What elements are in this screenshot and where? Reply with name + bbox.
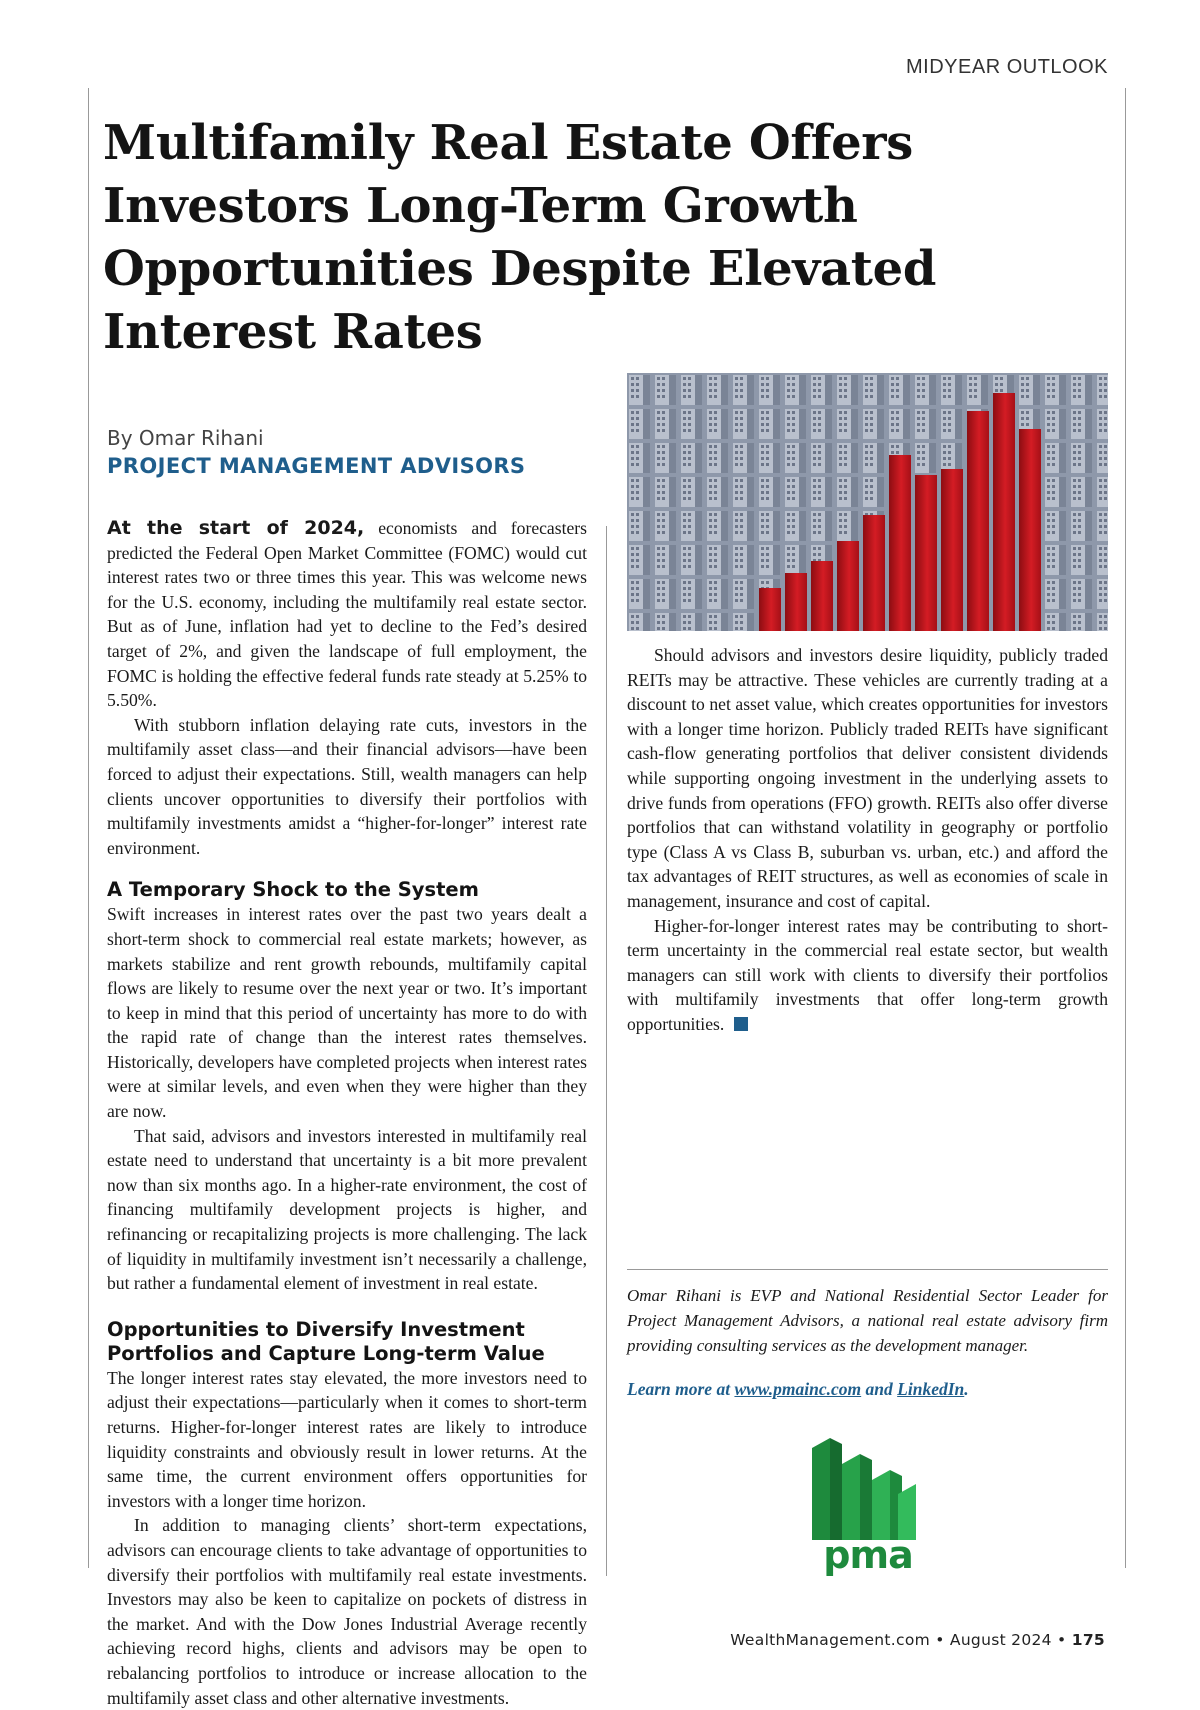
learn-more-middle: and <box>861 1379 898 1399</box>
lead-in: At the start of 2024, <box>107 517 365 539</box>
hero-illustration <box>627 373 1108 631</box>
byline-author: By Omar Rihani <box>107 426 264 450</box>
section2-paragraph-2: In addition to managing clients’ short-term expectations, advisors can encourage clients to take advantage of opportunities to diversify their portfolios with multifamily real estate investments. Investors may also be keen to capitalize on pockets of distress in the market. And with the Dow Jones Industrial Average recently achieving record highs, clients and advisors may be open to rebalancing portfolios to introduce or increase allocation to the multifamily asset class and other alternative investments. <box>107 1515 587 1708</box>
section1-paragraph-1: Swift increases in interest rates over the past two years dealt a short-term shock to commercial real estate markets; however, as markets stabilize and rent growth rebounds, multifamily capital flows are likely to resume over the next year or two. It’s important to keep in mind that this period of uncertainty has more to do with the rapid rate of change than the interest rates themselves. Historically, developers have completed projects when interest rates were at similar levels, and even when they were higher than they are now. <box>107 904 587 1122</box>
page-number: 175 <box>1071 1631 1105 1649</box>
article-headline: Multifamily Real Estate Offers Investors Long-Term Growth Opportunities Despite Elevated Interest Rates <box>103 115 937 360</box>
intro-paragraph-2: With stubborn inflation delaying rate cuts, investors in the multifamily asset class—and their financial advisors—have been forced to adjust their expectations. Still, wealth managers can help clients uncover opportunities to diversify their portfolios with multifamily investments amidst a “higher-for-longer” interest rate environment. <box>107 714 587 858</box>
section1-paragraph-2: That said, advisors and investors interested in multifamily real estate need to understand that uncertainty is a bit more prevalent now than six months ago. In a higher-rate environment, the cost of financing multifamily development projects is higher, and refinancing or recapitalizing projects is more challenging. The lack of liquidity in multifamily investment isn’t necessarily a challenge, but rather a fundamental element of investment in real estate. <box>107 1125 587 1294</box>
learn-more-suffix: . <box>964 1379 969 1399</box>
section-heading-temporary-shock: A Temporary Shock to the System <box>107 878 479 902</box>
article-column-left <box>107 516 587 1710</box>
hero-image-buildings-bar-chart <box>627 373 1108 631</box>
author-bio: Omar Rihani is EVP and National Residential Sector Leader for Project Management Advisors, a national real estate advisory firm providing consulting services as the development manager. <box>627 1286 1108 1355</box>
section-label: MIDYEAR OUTLOOK <box>906 56 1108 78</box>
page-footer <box>730 1631 1105 1649</box>
section2-paragraph-4 <box>627 914 1108 1037</box>
article-column-right <box>627 643 1108 1037</box>
bio-divider <box>627 1269 1108 1270</box>
left-border-rule <box>88 88 89 1568</box>
pmainc-link[interactable]: www.pmainc.com <box>734 1379 862 1399</box>
pma-logo-text: pma <box>823 1533 913 1577</box>
intro-paragraph-1-text: economists and forecasters predicted the Federal Open Market Committee (FOMC) would cut interest rates two or three times this year. This was welcome news for the U.S. economy, including the multifamily real estate sector. But as of June, inflation had yet to decline to the Fed’s desired target of 2%, and given the landscape of full employment, the FOMC is holding the effective federal funds rate steady at 5.25% to 5.50%. <box>107 518 587 711</box>
byline <box>107 424 525 480</box>
section-heading-opportunities: Opportunities to Diversify Investment Portfolios and Capture Long-term Value <box>107 1317 545 1365</box>
section2-paragraph-1: The longer interest rates stay elevated, the more investors need to adjust their expectations—particularly when it comes to short-term returns. Higher-for-longer interest rates are likely to introduce liquidity constraints and obviously result in lower returns. At the same time, the current environment offers opportunities for investors with a longer time horizon. <box>107 1367 587 1511</box>
linkedin-link[interactable]: LinkedIn <box>897 1379 965 1399</box>
learn-more <box>627 1379 1108 1400</box>
section2-paragraph-4-text: Higher-for-longer interest rates may be contributing to short-term uncertainty in the commercial real estate sector, but wealth managers can still work with clients to diversify their portfolios with multifamily investments that offer long-term growth opportunities. <box>627 915 1108 1034</box>
section2-paragraph-3: Should advisors and investors desire liquidity, publicly traded REITs may be attractive. These vehicles are currently trading at a discount to net asset value, which creates opportunities for investors with a longer time horizon. Publicly traded REITs have significant cash-flow generating portfolios that deliver consistent dividends while supporting ongoing investment in the underlying assets to drive funds from operations (FFO) growth. REITs also offer diverse portfolios that can withstand volatility in geography or portfolio type (Class A vs Class B, suburban vs. urban, etc.) and afford the tax advantages of REIT structures, as well as economies of scale in management, insurance and cost of capital. <box>627 645 1108 911</box>
right-border-rule <box>1125 88 1126 1568</box>
end-mark-icon <box>734 1017 748 1031</box>
footer-text: WealthManagement.com • August 2024 • <box>730 1631 1072 1649</box>
column-divider-rule <box>606 526 607 1576</box>
intro-paragraph-1 <box>107 516 587 713</box>
learn-more-prefix: Learn more at <box>627 1379 735 1399</box>
byline-organization: PROJECT MANAGEMENT ADVISORS <box>107 454 526 478</box>
